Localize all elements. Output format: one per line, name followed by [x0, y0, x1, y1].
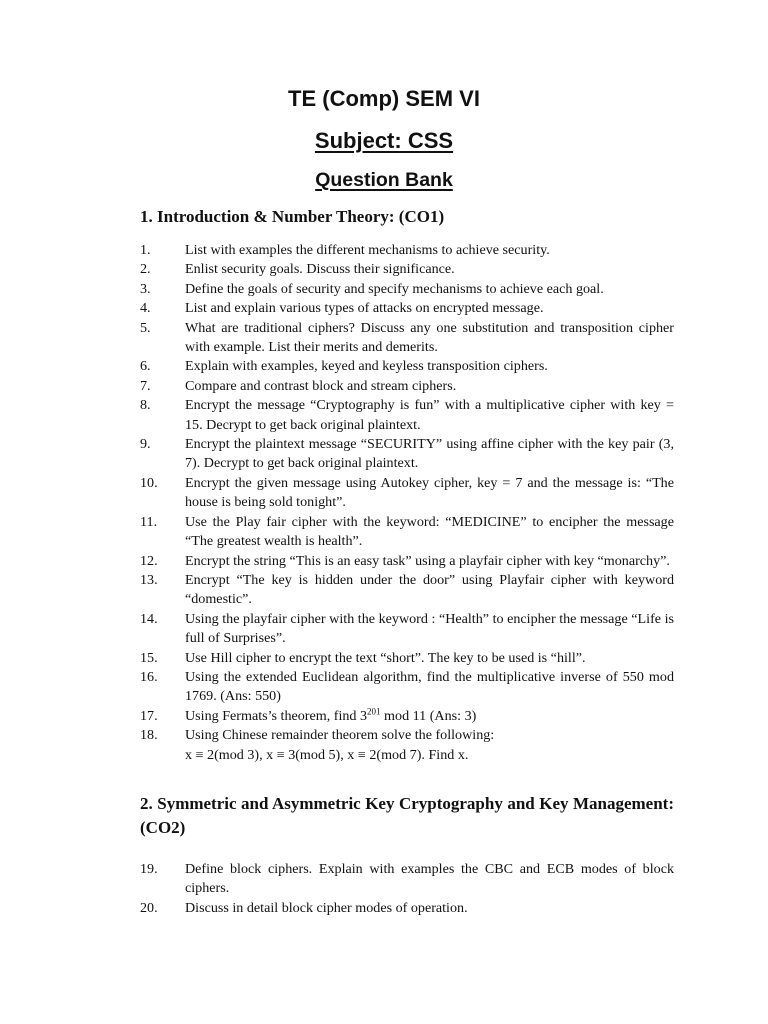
- question-text-part: Encrypt the string “This is an easy task” using a playfair cipher with key “monarchy”.: [185, 552, 670, 569]
- question-item: [140, 899, 674, 918]
- question-text: [185, 513, 674, 552]
- question-text-part: Encrypt the plaintext message “SECURITY” using affine cipher with the key pair (3, 7). Decrypt to get back original plaintext.: [185, 436, 674, 472]
- question-item: [140, 241, 674, 260]
- question-text-part: Use the Play fair cipher with the keyword: “MEDICINE” to encipher the message “The greatest wealth is health”.: [185, 513, 674, 550]
- question-number: 19.: [140, 861, 158, 877]
- question-text-part: What are traditional ciphers? Discuss any one substitution and transposition cipher with example. List their merits and demerits.: [185, 319, 674, 356]
- question-text: [185, 610, 674, 649]
- question-text: [185, 357, 674, 376]
- question-number: 17.: [140, 707, 158, 724]
- question-text: [185, 668, 674, 707]
- question-item: [140, 552, 674, 571]
- question-text-part: Encrypt the message “Cryptography is fun” with a multiplicative cipher with key = 15. Decrypt to get back original plaintext.: [185, 397, 674, 433]
- question-number: 9.: [140, 436, 151, 453]
- question-text-part: Compare and contrast block and stream ciphers.: [185, 377, 457, 394]
- document-title: TE (Comp) SEM VI: [288, 86, 480, 111]
- section-title: 1. Introduction & Number Theory: (CO1): [140, 207, 445, 226]
- question-item: [140, 260, 674, 279]
- question-text-part: Encrypt the given message using Autokey cipher, key = 7 and the message is: “The house is being sold tonight”.: [185, 474, 674, 511]
- exponent: 201: [367, 706, 381, 717]
- document-subtitle-text: Question Bank: [315, 169, 453, 191]
- question-text: [185, 280, 674, 299]
- question-item: [140, 726, 674, 765]
- question-number: 20.: [140, 899, 158, 916]
- question-item: [140, 280, 674, 299]
- question-number: 12.: [140, 552, 158, 569]
- question-text-part: Use Hill cipher to encrypt the text “short”. The key to be used is “hill”.: [185, 649, 586, 666]
- question-text-part: Encrypt “The key is hidden under the door” using Playfair cipher with keyword “domestic”.: [185, 571, 674, 608]
- question-item: [140, 319, 674, 358]
- question-number: 15.: [140, 649, 158, 666]
- question-item: [140, 435, 674, 474]
- question-number: 3.: [140, 280, 151, 297]
- question-number: 7.: [140, 377, 151, 394]
- question-text: [185, 552, 674, 571]
- question-text-part: Discuss in detail block cipher modes of operation.: [185, 899, 468, 916]
- question-item: [140, 707, 674, 726]
- question-number: 1.: [140, 242, 151, 258]
- question-text: [185, 860, 674, 899]
- question-item: [140, 668, 674, 707]
- question-text-part: Enlist security goals. Discuss their significance.: [185, 261, 455, 278]
- question-text-part: Using the playfair cipher with the keyword : “Health” to encipher the message “Life is full of Surprises”.: [185, 610, 674, 647]
- question-number: 16.: [140, 668, 158, 685]
- question-text-part: Explain with examples, keyed and keyless transposition ciphers.: [185, 358, 548, 375]
- question-text: [185, 396, 674, 435]
- question-text-part: Define the goals of security and specify mechanisms to achieve each goal.: [185, 280, 604, 297]
- question-number: 18.: [140, 727, 158, 744]
- question-item: [140, 513, 674, 552]
- question-text: [185, 571, 674, 610]
- question-number: 5.: [140, 319, 151, 336]
- question-list: [140, 241, 674, 765]
- question-text-part: Using Chinese remainder theorem solve the following:: [185, 727, 495, 744]
- question-item: [140, 860, 674, 899]
- question-text: [185, 377, 674, 396]
- question-item: [140, 396, 674, 435]
- question-text: [185, 474, 674, 513]
- question-text-part: List and explain various types of attacks on encrypted message.: [185, 300, 544, 317]
- question-item: [140, 377, 674, 396]
- question-text-part: mod 11 (Ans: 3): [380, 707, 477, 724]
- question-number: 6.: [140, 358, 151, 375]
- question-number: 13.: [140, 571, 158, 588]
- question-item: [140, 357, 674, 376]
- question-text: [185, 319, 674, 358]
- question-item: [140, 299, 674, 318]
- question-text-part: Define block ciphers. Explain with examples the CBC and ECB modes of block ciphers.: [185, 861, 674, 897]
- question-text: [185, 649, 674, 668]
- question-item: [140, 649, 674, 668]
- question-item: [140, 474, 674, 513]
- document-subject-text: Subject: CSS: [314, 128, 454, 153]
- question-item: [140, 610, 674, 649]
- question-number: 11.: [140, 513, 158, 530]
- question-number: 8.: [140, 397, 151, 414]
- question-text: [185, 899, 674, 918]
- question-text: [185, 435, 674, 474]
- question-text: [185, 241, 674, 260]
- question-text-part: Using the extended Euclidean algorithm, find the multiplicative inverse of 550 mod 1769. (Ans: 550): [185, 668, 674, 705]
- document-subtitle: [0, 169, 768, 192]
- question-number: 14.: [140, 610, 158, 627]
- document-subject: [0, 128, 768, 154]
- question-text: [185, 726, 674, 765]
- section-title: 2. Symmetric and Asymmetric Key Cryptography and Key Management: (CO2): [140, 794, 674, 837]
- question-text: [185, 707, 674, 726]
- question-formula: x ≡ 2(mod 3), x ≡ 3(mod 5), x ≡ 2(mod 7). Find x.: [185, 746, 469, 763]
- question-text-part: List with examples the different mechanisms to achieve security.: [185, 242, 550, 258]
- question-text: [185, 260, 674, 279]
- question-text-part: Using Fermats’s theorem, find 3: [185, 707, 368, 724]
- question-text: [185, 299, 674, 318]
- question-list: [140, 860, 674, 918]
- question-number: 2.: [140, 261, 151, 278]
- question-item: [140, 571, 674, 610]
- question-number: 4.: [140, 300, 151, 317]
- question-number: 10.: [140, 474, 158, 491]
